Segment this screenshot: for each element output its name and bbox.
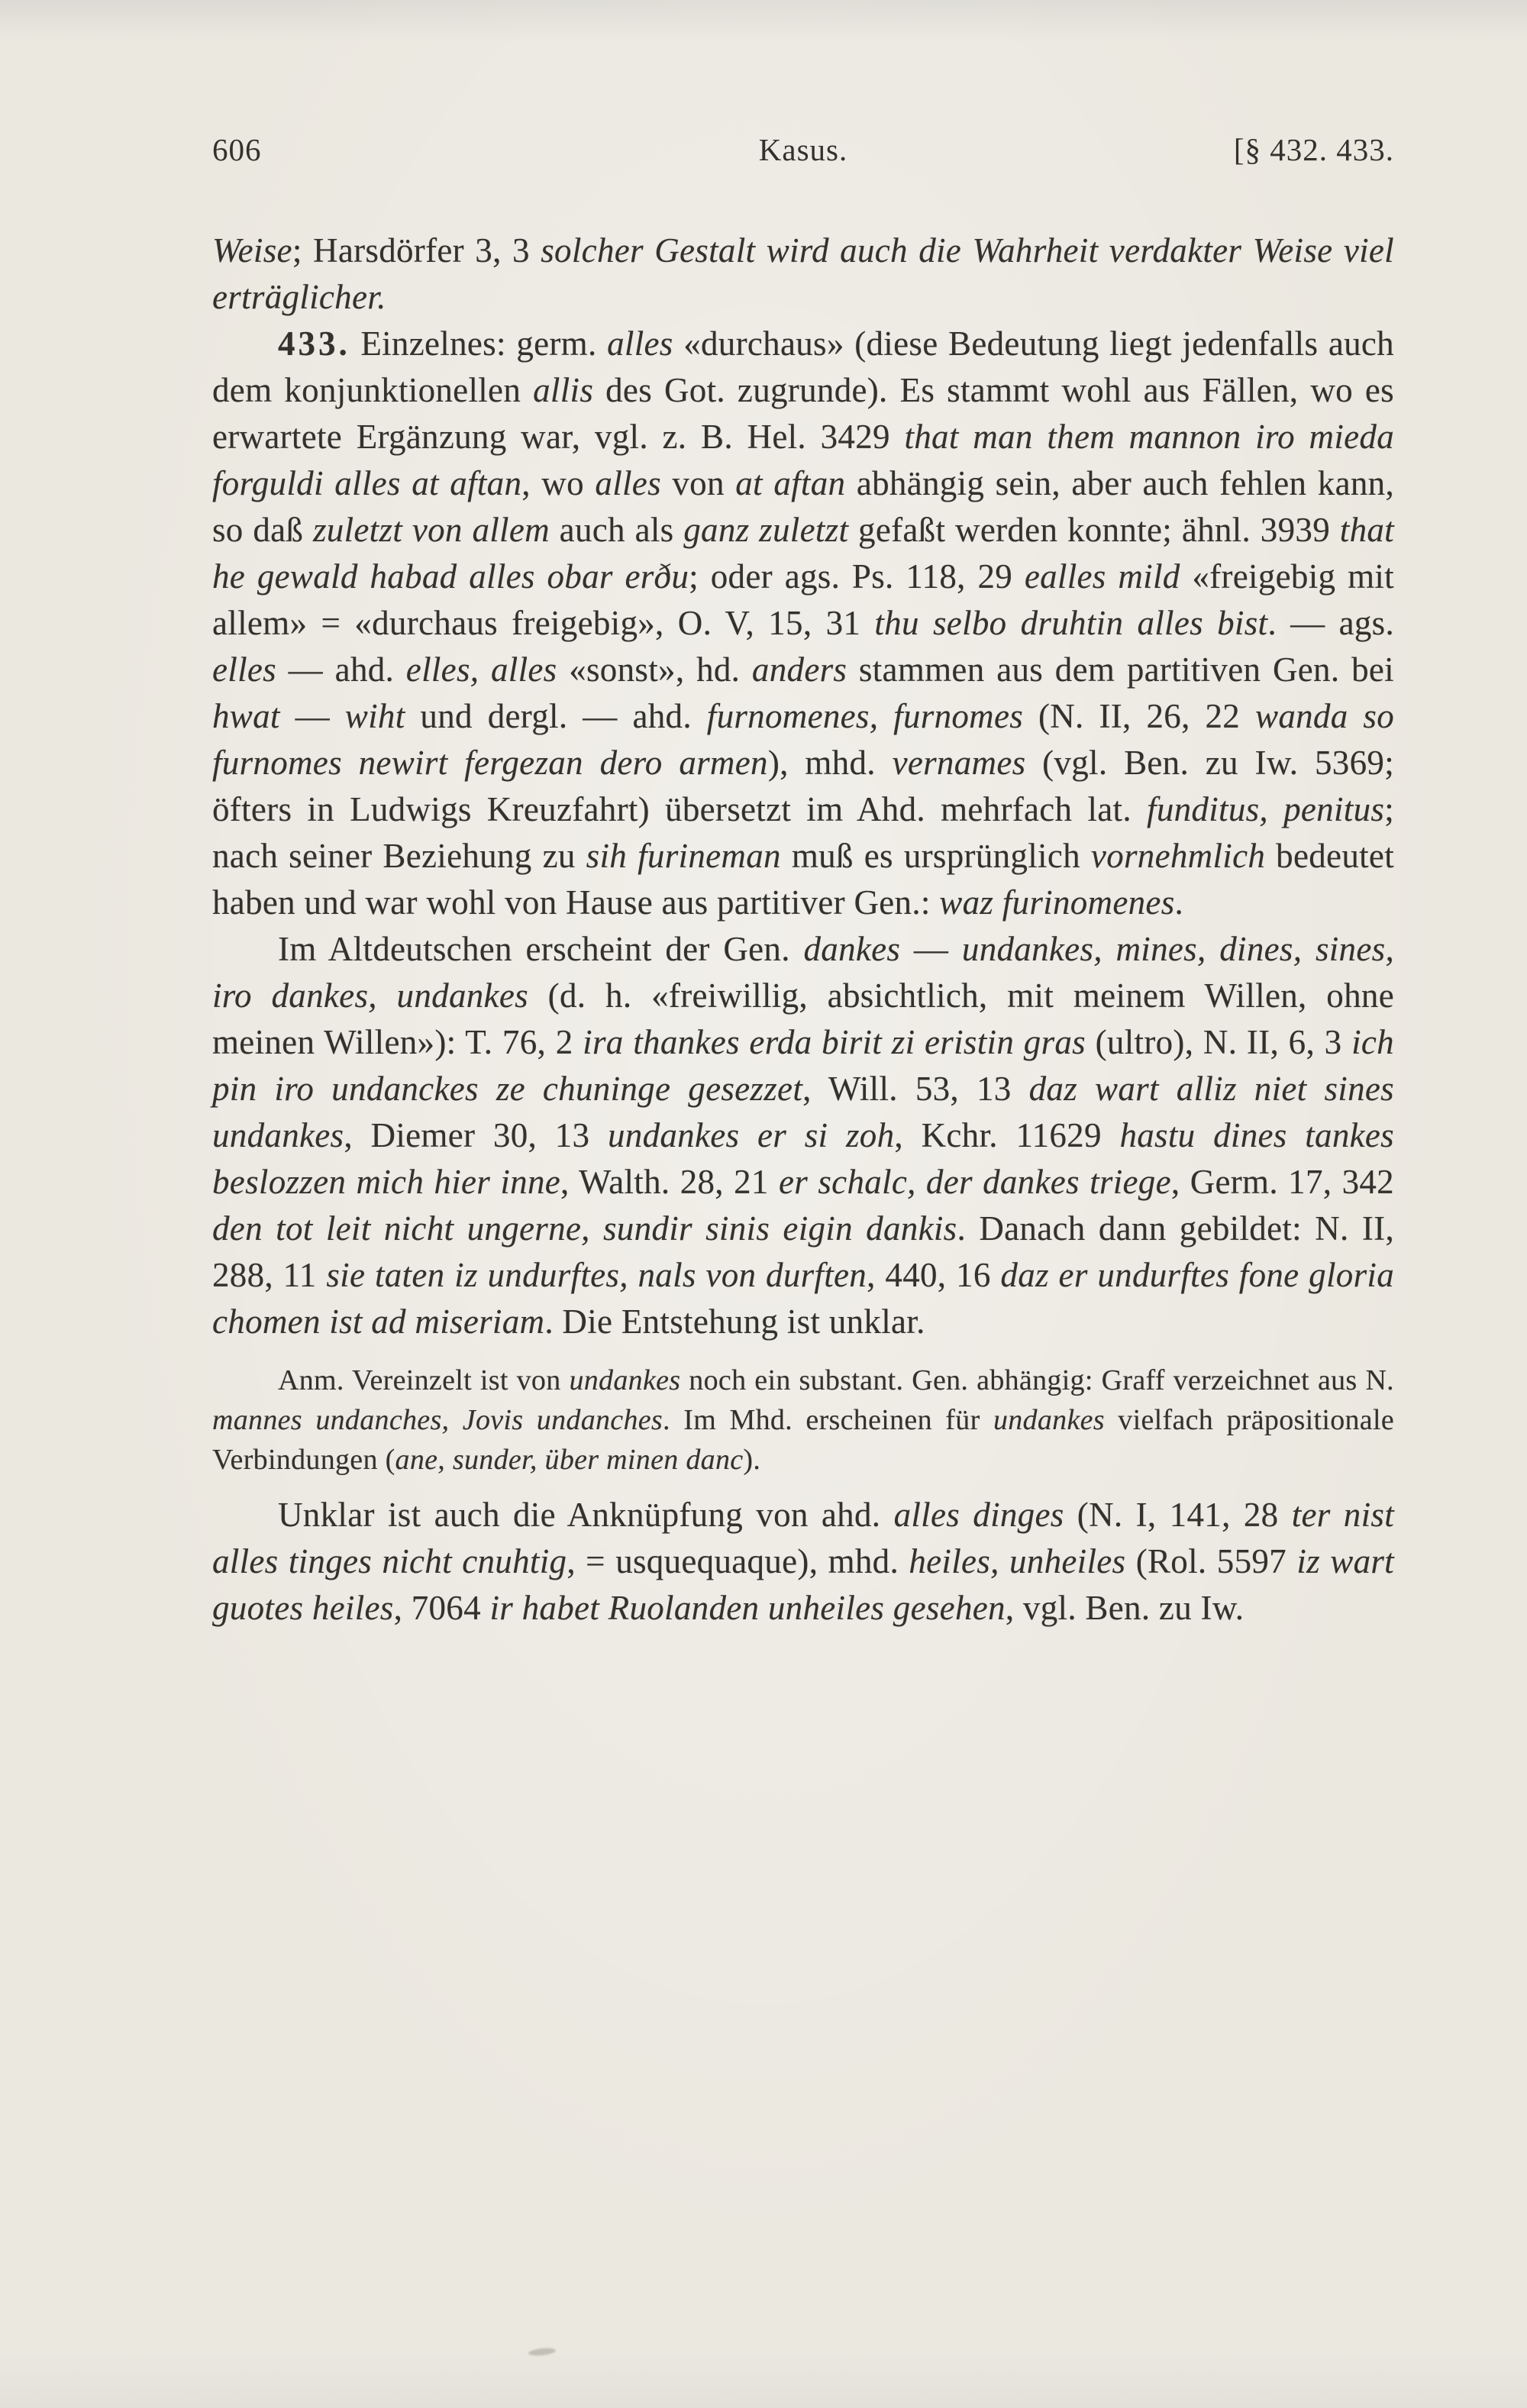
text-segment-normal: — ahd. bbox=[276, 650, 406, 689]
text-body bbox=[212, 228, 1394, 1632]
text-segment-normal: , Germ. 17, 342 bbox=[1170, 1163, 1394, 1201]
text-segment-normal: ; oder ags. Ps. 118, 29 bbox=[689, 557, 1025, 596]
text-segment-normal: (N. I, 141, 28 bbox=[1064, 1496, 1292, 1534]
text-segment-normal: (Rol. 5597 bbox=[1125, 1542, 1297, 1580]
text-segment-italic: undankes, mines, dines, sines, iro dankes, undankes bbox=[212, 930, 1394, 1015]
text-segment-normal: , Walth. 28, 21 bbox=[560, 1163, 779, 1201]
paragraph-alles-dinges bbox=[212, 1492, 1394, 1632]
text-segment-italic: wiht bbox=[344, 697, 405, 735]
text-segment-italic: dankes bbox=[803, 930, 901, 968]
text-segment-normal: auch als bbox=[549, 511, 684, 549]
text-segment-normal: , = usquequaque), mhd. bbox=[567, 1542, 909, 1580]
text-segment-normal: . Die Entstehung ist unklar. bbox=[544, 1302, 925, 1341]
paragraph-gen-dankes bbox=[212, 926, 1394, 1345]
text-segment-italic: furnomenes, furnomes bbox=[706, 697, 1024, 735]
text-segment-normal: . bbox=[1174, 883, 1184, 922]
text-segment-italic: hwat bbox=[212, 697, 280, 735]
running-title: Kasus. bbox=[758, 132, 848, 167]
text-segment-bold: 433. bbox=[278, 324, 350, 363]
text-segment-italic: waz furinomenes bbox=[939, 883, 1175, 922]
text-segment-italic: undankes er si zoh bbox=[607, 1116, 895, 1154]
text-segment-normal: , vgl. Ben. zu Iw. bbox=[1005, 1589, 1245, 1627]
text-segment-normal: muß es ursprünglich bbox=[780, 837, 1091, 875]
text-segment-italic: vernames bbox=[892, 744, 1026, 782]
text-segment-normal: des Got. zugrunde). Es stammt wohl aus Fällen, wo es erwartete Ergänzung war, vgl. z. B. Hel. 3429 bbox=[212, 371, 1394, 456]
page-header bbox=[212, 131, 1394, 168]
text-segment-italic: vornehmlich bbox=[1090, 837, 1266, 875]
text-segment-italic: ira thankes erda birit zi eristin gras bbox=[583, 1023, 1086, 1061]
text-segment-normal: , Will. 53, 13 bbox=[802, 1070, 1029, 1108]
text-segment-italic: anders bbox=[751, 650, 847, 689]
text-segment-italic: thu selbo druhtin alles bist bbox=[874, 604, 1268, 642]
scan-artifact-smudge bbox=[528, 2347, 557, 2357]
text-segment-italic: heiles, unheiles bbox=[909, 1542, 1126, 1580]
text-segment-italic: elles, alles bbox=[405, 650, 557, 689]
paragraph-weise-continuation bbox=[212, 228, 1394, 321]
text-segment-italic: sih furineman bbox=[586, 837, 781, 875]
text-segment-italic: iz wart guotes heiles bbox=[212, 1542, 1394, 1627]
text-segment-normal: , 440, 16 bbox=[867, 1256, 1001, 1294]
text-segment-normal: . — ags. bbox=[1267, 604, 1395, 642]
text-segment-italic: that he gewald habad alles obar erðu bbox=[212, 511, 1394, 596]
text-segment-italic: hastu dines tankes beslozzen mich hier inne bbox=[212, 1116, 1394, 1201]
text-segment-normal: stammen aus dem partitiven Gen. bei bbox=[847, 650, 1394, 689]
text-segment-normal: und dergl. — ahd. bbox=[405, 697, 707, 735]
text-segment-italic: daz wart alliz niet sines undankes bbox=[212, 1070, 1394, 1154]
text-segment-normal: «durchaus» (diese Bedeutung liegt jedenfalls auch dem konjunktionellen bbox=[212, 324, 1394, 409]
text-segment-normal: (vgl. Ben. zu Iw. 5369; öfters in Ludwigs Kreuzfahrt) übersetzt im Ahd. mehrfach lat. bbox=[212, 744, 1394, 828]
text-segment-normal: . Im Mhd. erscheinen für bbox=[663, 1404, 993, 1436]
text-segment-italic: daz er undurftes fone gloria chomen ist ad miseriam bbox=[212, 1256, 1395, 1341]
text-segment-italic: at aftan bbox=[735, 464, 846, 502]
text-segment-italic: ich pin iro undanckes ze chuninge gesezzet bbox=[212, 1023, 1394, 1108]
text-segment-italic: alles bbox=[595, 464, 661, 502]
text-segment-italic: mannes undanches, Jovis undanches bbox=[212, 1404, 663, 1436]
text-segment-normal: — bbox=[279, 697, 345, 735]
text-segment-italic: Weise bbox=[212, 231, 292, 270]
text-segment-italic: wanda so furnomes newirt fergezan dero armen bbox=[212, 697, 1395, 782]
page-number: 606 bbox=[212, 132, 262, 167]
text-segment-normal: «sonst», hd. bbox=[557, 650, 752, 689]
text-segment-italic: undankes bbox=[993, 1404, 1105, 1436]
text-segment-normal: ; Harsdörfer 3, 3 bbox=[292, 231, 541, 270]
text-segment-normal: (ultro), N. II, 6, 3 bbox=[1086, 1023, 1352, 1061]
paragraph-anmerkung bbox=[212, 1361, 1394, 1480]
text-segment-normal: Anm. Vereinzelt ist von bbox=[278, 1364, 570, 1396]
section-reference: [§ 432. 433. bbox=[1233, 132, 1394, 167]
text-segment-normal: ), mhd. bbox=[767, 744, 893, 782]
text-segment-italic: alles dinges bbox=[893, 1496, 1064, 1534]
text-segment-normal: , 7064 bbox=[393, 1589, 490, 1627]
paragraph-section-433 bbox=[212, 321, 1394, 926]
text-segment-italic: that man them mannon iro mieda forguldi alles at aftan bbox=[212, 418, 1394, 502]
text-segment-italic: allis bbox=[533, 371, 594, 409]
text-segment-italic: er schalc, der dankes triege bbox=[779, 1163, 1171, 1201]
text-segment-italic: ter nist alles tinges nicht cnuhtig bbox=[212, 1496, 1395, 1580]
text-segment-italic: undankes bbox=[569, 1364, 681, 1396]
text-segment-italic: ealles mild bbox=[1024, 557, 1180, 596]
text-segment-normal: noch ein substant. Gen. abhängig: Graff verzeichnet aus N. bbox=[680, 1364, 1394, 1396]
text-segment-normal: , Diemer 30, 13 bbox=[344, 1116, 608, 1154]
text-segment-italic: funditus, penitus bbox=[1147, 790, 1385, 828]
text-segment-normal: Unklar ist auch die Anknüpfung von ahd. bbox=[278, 1496, 894, 1534]
text-segment-normal: bedeutet haben und war wohl von Hause aus partitiver Gen.: bbox=[212, 837, 1394, 922]
text-segment-normal: , wo bbox=[521, 464, 596, 502]
text-segment-italic: elles bbox=[212, 650, 276, 689]
text-segment-normal: von bbox=[660, 464, 736, 502]
text-segment-normal: , Kchr. 11629 bbox=[894, 1116, 1120, 1154]
text-segment-italic: den tot leit nicht ungerne, sundir sinis eigin dankis bbox=[212, 1209, 957, 1248]
text-segment-italic: zuletzt von allem bbox=[312, 511, 550, 549]
text-segment-italic: sie taten iz undurftes, nals von durften bbox=[326, 1256, 867, 1294]
text-segment-normal: — bbox=[900, 930, 962, 968]
text-segment-normal: «freigebig mit allem» = «durchaus freigebig», O. V, 15, 31 bbox=[212, 557, 1394, 642]
text-segment-normal: gefaßt werden konnte; ähnl. 3939 bbox=[848, 511, 1340, 549]
text-segment-italic: ir habet Ruolanden unheiles gesehen bbox=[489, 1589, 1006, 1627]
text-segment-normal: ; nach seiner Beziehung zu bbox=[212, 790, 1394, 875]
text-segment-normal: . Danach dann gebildet: N. II, 288, 11 bbox=[212, 1209, 1394, 1294]
text-segment-normal: vielfach präpositionale Verbindungen ( bbox=[212, 1404, 1394, 1476]
text-segment-italic: alles bbox=[607, 324, 673, 363]
text-segment-normal: (d. h. «freiwillig, absichtlich, mit meinem Willen, ohne meinen Willen»): T. 76, 2 bbox=[212, 976, 1394, 1061]
text-segment-normal: Einzelnes: germ. bbox=[350, 324, 608, 363]
text-segment-italic: ganz zuletzt bbox=[683, 511, 849, 549]
text-segment-normal: abhängig sein, aber auch fehlen kann, so daß bbox=[212, 464, 1395, 549]
text-segment-italic: solcher Gestalt wird auch die Wahrheit verdakter Weise viel erträglicher. bbox=[212, 231, 1394, 316]
text-segment-normal: (N. II, 26, 22 bbox=[1023, 697, 1255, 735]
text-segment-normal: ). bbox=[743, 1444, 761, 1476]
text-segment-normal: Im Altdeutschen erscheint der Gen. bbox=[278, 930, 804, 968]
text-segment-italic: ane, sunder, über minen danc bbox=[395, 1444, 744, 1476]
